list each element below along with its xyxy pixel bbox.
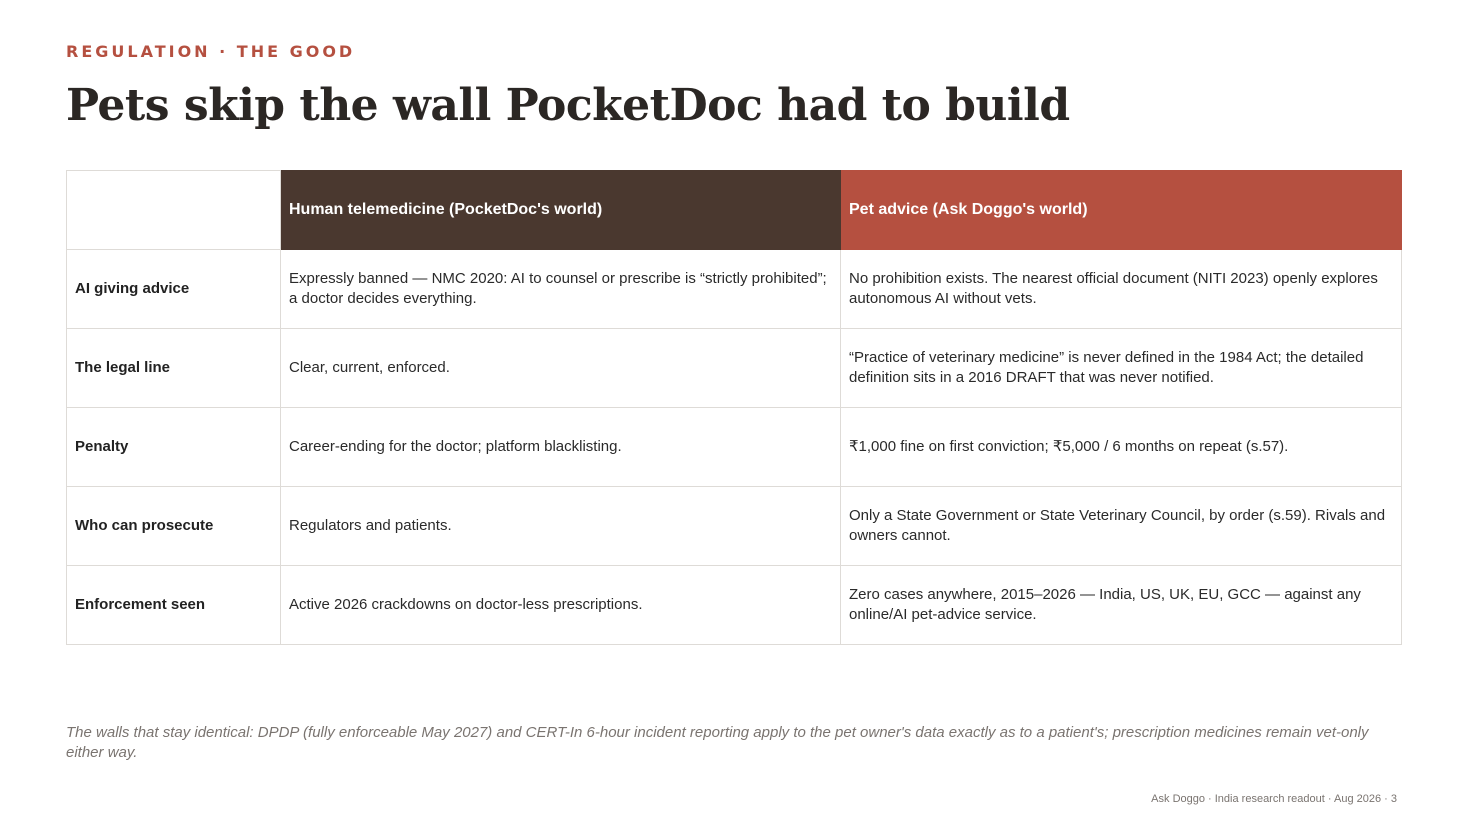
table-row <box>67 408 1402 487</box>
human-cell: Expressly banned — NMC 2020: AI to counsel or prescribe is “strictly prohibited”; a doctor decides everything. <box>281 250 841 329</box>
human-cell: Clear, current, enforced. <box>281 329 841 408</box>
human-cell: Active 2026 crackdowns on doctor-less prescriptions. <box>281 566 841 645</box>
pet-cell: Only a State Government or State Veterinary Council, by order (s.59). Rivals and owners cannot. <box>841 487 1402 566</box>
row-label: Who can prosecute <box>67 487 281 566</box>
footnote: The walls that stay identical: DPDP (fully enforceable May 2027) and CERT-In 6-hour incident reporting apply to the pet owner's data exactly as to a patient's; prescription medicines remain vet-only either way. <box>66 724 1369 761</box>
pet-cell: ₹1,000 fine on first conviction; ₹5,000 / 6 months on repeat (s.57). <box>841 408 1402 487</box>
header-empty-cell <box>67 171 281 250</box>
table-row <box>67 329 1402 408</box>
table-header-row <box>67 171 1402 250</box>
pet-cell: “Practice of veterinary medicine” is never defined in the 1984 Act; the detailed definition sits in a 2016 DRAFT that was never notified. <box>841 329 1402 408</box>
row-label: Enforcement seen <box>67 566 281 645</box>
human-cell: Regulators and patients. <box>281 487 841 566</box>
comparison-table <box>66 170 1402 645</box>
pet-cell: No prohibition exists. The nearest official document (NITI 2023) openly explores autonomous AI without vets. <box>841 250 1402 329</box>
pet-cell: Zero cases anywhere, 2015–2026 — India, US, UK, EU, GCC — against any online/AI pet-advice service. <box>841 566 1402 645</box>
header-pet-advice: Pet advice (Ask Doggo's world) <box>841 171 1402 250</box>
table-row <box>67 250 1402 329</box>
human-cell: Career-ending for the doctor; platform blacklisting. <box>281 408 841 487</box>
slide-title: Pets skip the wall PocketDoc had to build <box>66 80 1070 131</box>
table-row <box>67 566 1402 645</box>
header-human-telemedicine: Human telemedicine (PocketDoc's world) <box>281 171 841 250</box>
row-label: AI giving advice <box>67 250 281 329</box>
table-row <box>67 487 1402 566</box>
row-label: The legal line <box>67 329 281 408</box>
section-eyebrow: REGULATION · THE GOOD <box>66 42 356 61</box>
row-label: Penalty <box>67 408 281 487</box>
slide-footer: Ask Doggo · India research readout · Aug 2026 · 3 <box>1151 793 1397 805</box>
